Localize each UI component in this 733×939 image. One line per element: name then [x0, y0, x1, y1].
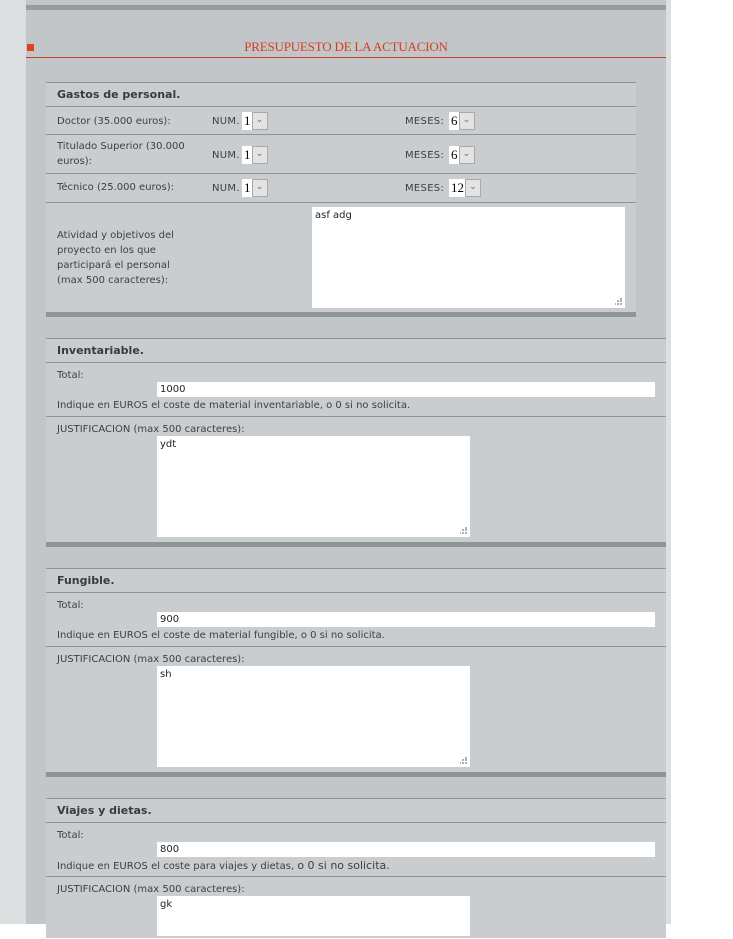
justification-text: ydt — [160, 439, 177, 450]
num-value: 1 — [244, 180, 251, 195]
left-margin — [0, 0, 26, 924]
justification-textarea[interactable] — [157, 436, 470, 537]
personal-row-titulado — [46, 135, 636, 174]
section-heading: Inventariable. — [57, 344, 144, 357]
justification-label: JUSTIFICACION (max 500 caracteres): — [57, 654, 245, 665]
total-row — [46, 593, 666, 647]
meses-select[interactable] — [449, 179, 481, 197]
section-heading-row — [46, 569, 666, 593]
meses-value: 12 — [451, 180, 464, 195]
justification-label: JUSTIFICACION (max 500 caracteres): — [57, 424, 245, 435]
meses-label: MESES: — [405, 150, 445, 161]
personal-row-doctor — [46, 107, 636, 135]
justification-text: sh — [160, 669, 172, 680]
meses-label: MESES: — [405, 183, 445, 194]
section-heading-row — [46, 339, 666, 363]
meses-value: 6 — [451, 113, 458, 128]
total-hint-part: o 0 si no solicita. — [297, 859, 390, 872]
title-header — [26, 36, 666, 58]
right-margin — [666, 0, 671, 924]
chevron-down-icon[interactable]: ⌄ — [252, 146, 268, 164]
chevron-down-icon[interactable]: ⌄ — [459, 146, 475, 164]
row-label: Doctor (35.000 euros): — [57, 116, 171, 127]
justification-label: JUSTIFICACION (max 500 caracteres): — [57, 884, 245, 895]
meses-label: MESES: — [405, 116, 445, 127]
total-input[interactable]: 900 — [157, 612, 655, 627]
meses-select[interactable] — [449, 146, 475, 164]
fungible-section — [46, 568, 666, 777]
total-row — [46, 823, 666, 877]
row-label: Titulado Superior (30.000 euros): — [57, 141, 185, 167]
num-select[interactable] — [242, 112, 268, 130]
num-value: 1 — [244, 113, 251, 128]
justification-row — [46, 417, 666, 542]
num-select[interactable] — [242, 146, 268, 164]
personal-section — [46, 82, 636, 317]
justification-textarea[interactable] — [157, 666, 470, 767]
chevron-down-icon[interactable]: ⌄ — [252, 179, 268, 197]
meses-value: 6 — [451, 147, 458, 162]
num-select[interactable] — [242, 179, 268, 197]
section-heading: Gastos de personal. — [57, 88, 181, 101]
top-bar — [26, 5, 666, 10]
activity-text: asf adg — [315, 210, 352, 221]
total-hint: Indique en EUROS el coste de material inventariable, o 0 si no solicita. — [57, 400, 411, 411]
num-label: NUM. — [212, 183, 240, 194]
total-input[interactable]: 800 — [157, 842, 655, 857]
resize-handle-icon[interactable] — [615, 298, 622, 305]
section-heading: Viajes y dietas. — [57, 804, 152, 817]
budget-panel — [26, 0, 666, 924]
total-label: Total: — [57, 370, 84, 381]
activity-label: Atividad y objetivos del proyecto en los que participará el personal (max 500 caracteres): — [57, 230, 174, 286]
section-heading-row — [46, 799, 666, 823]
num-label: NUM. — [212, 150, 240, 161]
justification-row — [46, 647, 666, 772]
inventariable-section — [46, 338, 666, 547]
justification-row — [46, 877, 666, 939]
num-value: 1 — [244, 147, 251, 162]
row-label: Técnico (25.000 euros): — [57, 182, 175, 193]
total-label: Total: — [57, 830, 84, 841]
total-hint: Indique en EUROS el coste de material fungible, o 0 si no solicita. — [57, 630, 385, 641]
total-hint-part: Indique en EUROS el coste para viajes y dietas, — [57, 861, 298, 872]
resize-handle-icon[interactable] — [460, 527, 467, 534]
activity-textarea[interactable] — [312, 207, 625, 308]
num-label: NUM. — [212, 116, 240, 127]
total-input[interactable]: 1000 — [157, 382, 655, 397]
page-title: PRESUPUESTO DE LA ACTUACION — [244, 39, 448, 54]
section-heading: Fungible. — [57, 574, 115, 587]
total-label: Total: — [57, 600, 84, 611]
personal-row-tecnico — [46, 174, 636, 203]
total-hint — [57, 858, 390, 874]
section-heading-row — [46, 83, 636, 107]
resize-handle-icon[interactable] — [460, 757, 467, 764]
justification-textarea[interactable] — [157, 896, 470, 936]
chevron-down-icon[interactable]: ⌄ — [252, 112, 268, 130]
viajes-section — [46, 798, 666, 938]
total-row — [46, 363, 666, 417]
chevron-down-icon[interactable]: ⌄ — [465, 179, 481, 197]
justification-text: gk — [160, 899, 173, 910]
chevron-down-icon[interactable]: ⌄ — [459, 112, 475, 130]
personal-activity-row — [46, 203, 636, 311]
meses-select[interactable] — [449, 112, 475, 130]
